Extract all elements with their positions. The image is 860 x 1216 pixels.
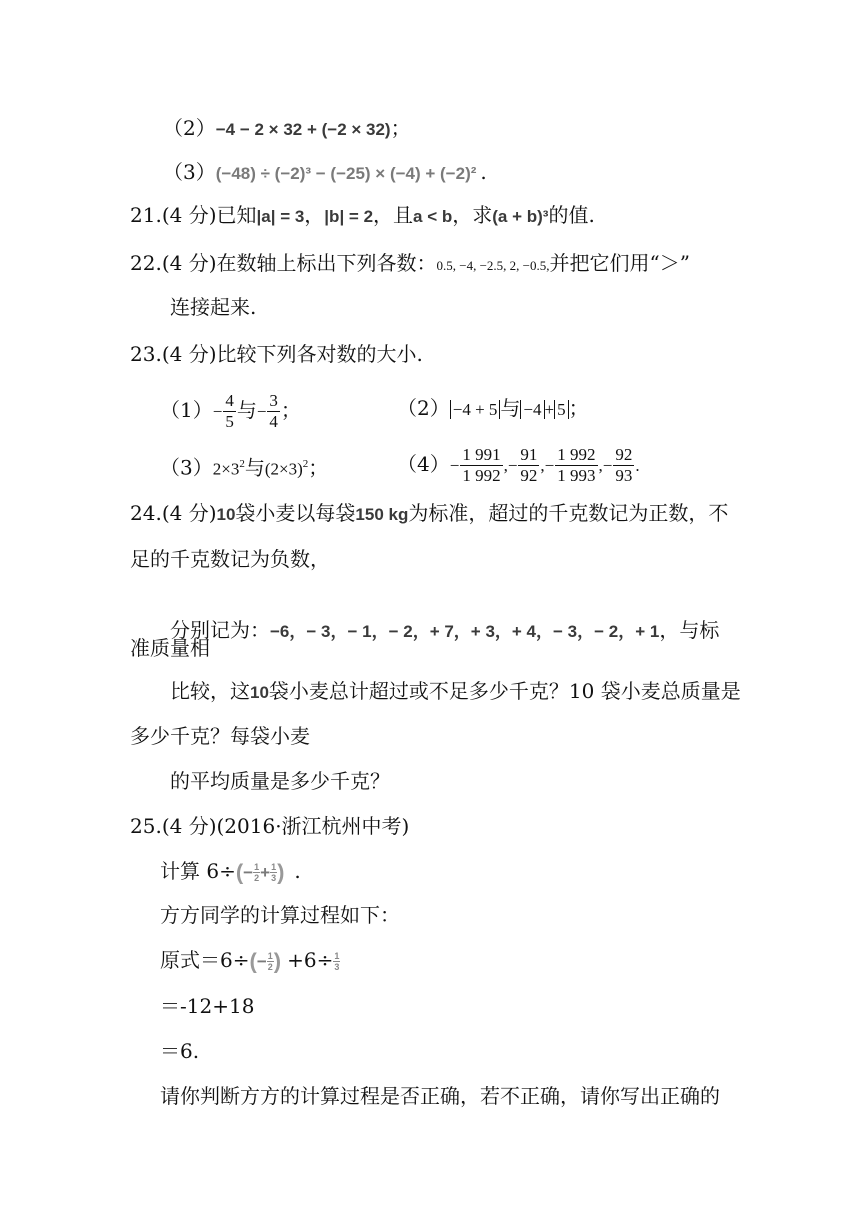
minus-sign: − [243, 863, 254, 882]
fraction [267, 951, 274, 972]
denominator: 2 [267, 962, 273, 972]
separator: ,− [598, 456, 613, 475]
q20-part2 [163, 114, 411, 144]
q20-part3-label: （3） [163, 160, 216, 184]
denominator: 1 992 [462, 466, 501, 485]
q20-part2-expression: −4 − 2 × 32 + (−2 × 32) [215, 120, 391, 139]
q23-part4 [397, 442, 640, 486]
q20-part3 [163, 158, 487, 188]
q20-part2-end: ； [390, 116, 411, 140]
question-25-line6: ＝6. [160, 1039, 200, 1063]
denominator: 3 [334, 962, 340, 972]
denominator: 4 [269, 412, 278, 431]
question-21 [130, 201, 595, 231]
question-25-line3: 方方同学的计算过程如下： [160, 903, 400, 927]
numerator: 92 [615, 445, 633, 464]
minus-sign: − [256, 402, 267, 421]
question-24 [130, 499, 728, 529]
fraction [460, 445, 502, 486]
numerator: 4 [225, 391, 234, 410]
question-text: 原式＝6÷ [160, 948, 250, 972]
question-24-line2: 足的千克数记为负数， [130, 547, 330, 571]
q23-part2 [397, 394, 589, 424]
power-expression: 2×3 [212, 459, 240, 479]
question-text: 比较下列各对数的大小. [216, 342, 423, 366]
minus-sign: − [256, 952, 267, 971]
question-24-line3 [170, 616, 719, 646]
separator: ,− [503, 456, 518, 475]
power-expression: (2×3) [264, 459, 303, 479]
question-text: 并把它们用“＞” [549, 251, 690, 275]
denominator: 1 993 [557, 466, 596, 485]
question-24-line6: 多少千克？每袋小麦 [130, 724, 310, 748]
line-end: . [294, 859, 301, 883]
question-number: 24. [130, 501, 162, 525]
numerator: 91 [520, 445, 538, 464]
abs-expression: 5 [554, 400, 569, 419]
question-text: ，与标 [659, 618, 720, 642]
plus-sign: + [544, 400, 555, 419]
paren-right: ) [273, 948, 282, 974]
question-points: (4 分) [161, 501, 217, 525]
question-text: 分别记为： [170, 618, 270, 642]
numerator: 3 [269, 391, 278, 410]
question-25-line4 [160, 946, 340, 976]
part-label: （2） [397, 396, 450, 420]
fraction [223, 391, 236, 432]
question-22-line2: 连接起来. [170, 295, 257, 319]
question-text: 袋小麦以每袋 [235, 501, 356, 525]
q20-part3-expression: (−48) ÷ (−2)³ − (−25) × (−4) + (−2)² [215, 164, 477, 183]
fraction [518, 445, 539, 486]
question-number: 22. [130, 251, 162, 275]
question-24-line5 [170, 677, 741, 707]
question-number: 25. [130, 814, 162, 838]
math-count: 10 [250, 683, 269, 702]
part-end: ； [568, 396, 589, 420]
q20-part2-label: （2） [163, 116, 216, 140]
minus-sign: − [449, 456, 460, 475]
numerator: 1 991 [462, 445, 501, 464]
numerator: 1 [334, 951, 340, 961]
question-text: 的值. [548, 203, 595, 227]
paren-right: ) [277, 859, 285, 885]
math-inequality: a < b [413, 207, 453, 226]
number-list: 0.5, −4, −2.5, 2, −0.5, [436, 258, 550, 273]
denominator: 2 [254, 873, 260, 883]
exponent: 2 [239, 458, 245, 470]
question-text: ，求 [452, 203, 493, 227]
math-count: 10 [216, 505, 236, 524]
question-25 [130, 812, 409, 840]
question-text: ，且 [373, 203, 414, 227]
denominator: 3 [271, 873, 277, 883]
math-abs-a: |a| = 3 [256, 207, 305, 226]
question-points: (4 分) [161, 342, 217, 366]
minus-sign: − [212, 402, 223, 421]
numerator: 1 992 [557, 445, 596, 464]
question-points: (4 分) [161, 814, 217, 838]
question-text: 袋小麦总计超过或不足多少千克？10 袋小麦总质量是 [268, 679, 741, 703]
paren-left: ( [235, 859, 244, 885]
numerator: 1 [271, 862, 277, 872]
q20-part3-end: . [480, 160, 487, 184]
denominator: 5 [225, 412, 234, 431]
question-25-line2 [160, 857, 301, 887]
numerator: 1 [254, 862, 260, 872]
plus-sign: + [260, 863, 271, 882]
numerator: 1 [267, 951, 273, 961]
question-24-line4: 准质量相 [130, 636, 210, 660]
fraction [613, 445, 634, 486]
math-weight: 150 kg [355, 505, 409, 524]
part-label: （1） [160, 398, 213, 422]
math-abs-b: |b| = 2 [324, 207, 374, 226]
fraction [333, 951, 340, 972]
connector-text: 与 [500, 396, 521, 420]
part-end: ； [280, 398, 301, 422]
paren-left: ( [249, 948, 257, 974]
part-label: （3） [160, 455, 213, 480]
question-text: 已知 [216, 203, 257, 227]
question-25-line5: ＝-12+18 [160, 994, 255, 1018]
q23-part1 [160, 388, 301, 432]
abs-expression: −4 + 5 [450, 400, 501, 419]
question-points: (4 分) [161, 251, 217, 275]
question-text: 为标准，超过的千克数记为正数，不 [408, 501, 729, 525]
denominator: 93 [615, 466, 633, 485]
separator: ,− [540, 456, 555, 475]
math-cube: (a + b)³ [492, 207, 549, 226]
question-source: (2016·浙江杭州中考) [216, 814, 410, 838]
connector-text: 与 [244, 455, 265, 480]
question-23 [130, 340, 423, 368]
question-22 [130, 249, 690, 280]
question-number: 23. [130, 342, 162, 366]
question-points: (4 分) [161, 203, 217, 227]
value-list: −6，− 3，− 1，− 2，+ 7，+ 3，+ 4，− 3，− 2，+ 1 [270, 622, 660, 641]
question-text: 在数轴上标出下列各数： [216, 251, 437, 275]
fraction [267, 391, 280, 432]
question-number: 21. [130, 203, 162, 227]
question-text: +6÷ [287, 948, 334, 972]
question-text: 计算 6÷ [160, 859, 236, 883]
part-end: . [635, 456, 640, 475]
question-24-line7: 的平均质量是多少千克？ [170, 769, 390, 793]
part-label: （4） [397, 452, 450, 476]
exponent: 2 [302, 458, 309, 470]
part-end: ； [308, 455, 329, 480]
question-25-line7: 请你判断方方的计算过程是否正确，若不正确，请你写出正确的 [160, 1084, 720, 1108]
fraction [555, 445, 597, 486]
question-text: ， [304, 203, 325, 227]
connector-text: 与 [236, 398, 257, 422]
question-text: 比较，这 [170, 679, 250, 703]
abs-expression: −4 [520, 400, 544, 419]
denominator: 92 [520, 466, 538, 485]
q23-part3 [160, 450, 328, 484]
